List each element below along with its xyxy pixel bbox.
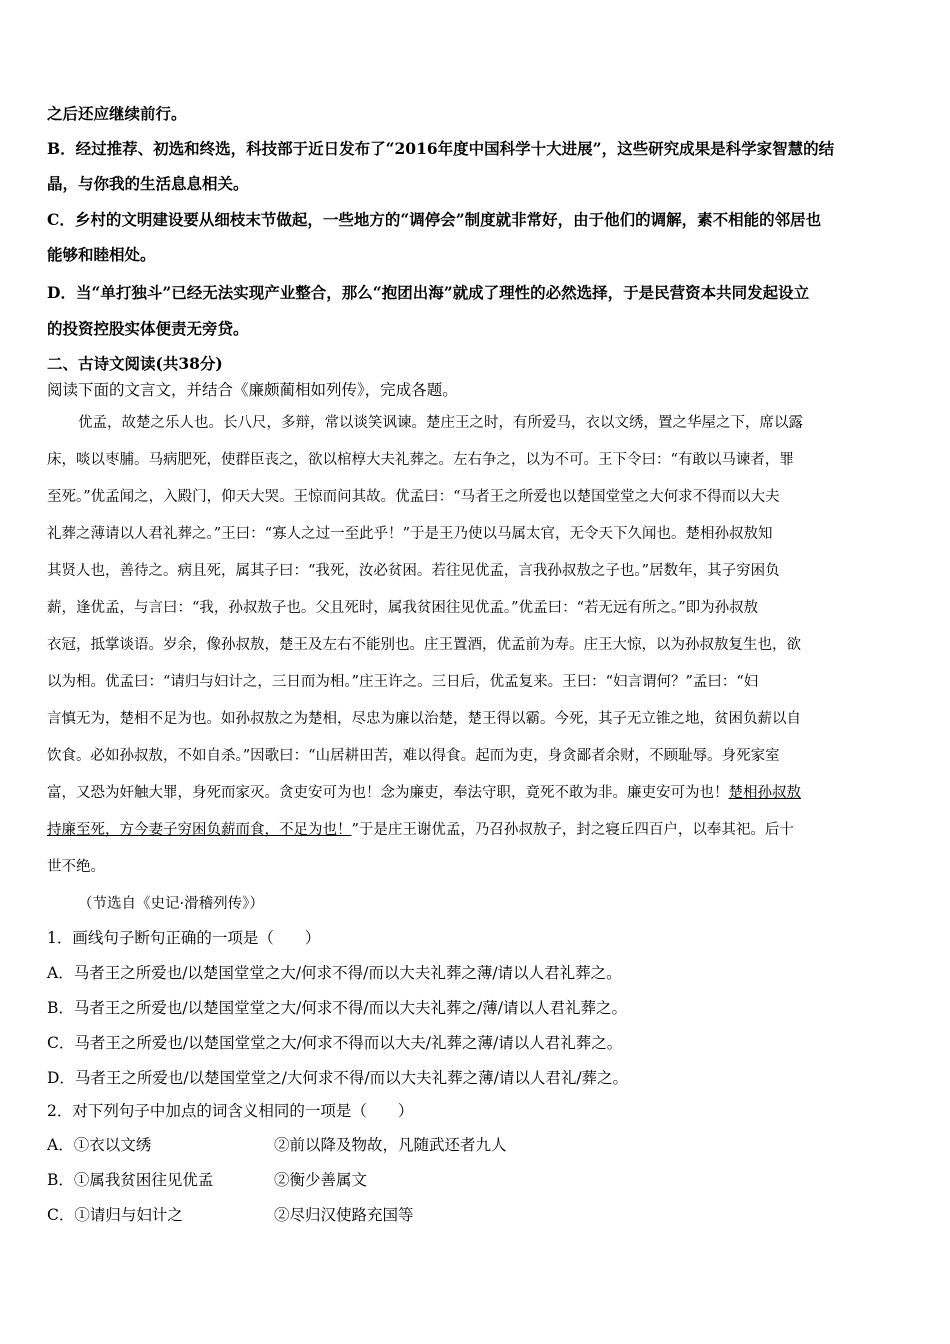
question-2-option-b-pair: ②衡少善属文	[274, 1171, 368, 1189]
option-c-line2: 能够和睦相处。	[47, 245, 156, 264]
passage-text: 富，又恐为奸触大罪，身死而家灭。贪吏安可为也！念为廉吏，奉法守职，竟死不敢为非。廉吏安可为也！	[47, 785, 729, 801]
question-2-option-c-pair: ②尽归汉使路充国等	[274, 1206, 414, 1224]
passage-line: 衣冠，抵掌谈语。岁余，像孙叔敖，楚王及左右不能别也。庄王置酒，优孟前为寿。庄王大惊，以为孙叔敖复生也，欲	[47, 637, 801, 653]
option-d-line2: 的投资控股实体便责无旁贷。	[47, 319, 249, 338]
question-1-stem: 1．画线句子断句正确的一项是（ ）	[47, 929, 321, 947]
underlined-sentence-end: 持廉至死，方今妻子穷困负薪而食，不足为也！	[47, 822, 352, 838]
passage-line: 其贤人也，善待之。病且死，属其子曰：“我死，汝必贫困。若往见优孟，言我孙叔敖之子也。”居数年，其子穷困负	[47, 563, 780, 579]
passage-line: 薪，逢优孟，与言曰：“我，孙叔敖子也。父且死时，属我贫困往见优孟。”优孟曰：“若无远有所之。”即为孙叔敖	[47, 600, 759, 616]
passage-line: 世不绝。	[47, 859, 105, 875]
passage-line: 言慎无为，楚相不足为也。如孙叔敖之为楚相，尽忠为廉以治楚，楚王得以霸。今死，其子无立锥之地，贫困负薪以自	[47, 711, 801, 727]
passage-text: ”于是庄王谢优孟，乃召孙叔敖子，封之寝丘四百户，以奉其祀。后十	[351, 822, 794, 838]
passage-line	[47, 781, 801, 802]
question-1-option-a: A．马者王之所爱也/以楚国堂堂之大/何求不得/而以大夫礼葬之薄/请以人君礼葬之。	[47, 964, 622, 982]
question-2-option-a: A．①衣以文绣	[47, 1136, 152, 1154]
question-1-option-b: B．马者王之所爱也/以楚国堂堂之大/何求不得/而以大夫礼葬之/薄/请以人君礼葬之。	[47, 999, 628, 1017]
question-1-option-d: D．马者王之所爱也/以楚国堂堂之/大何求不得/而以大夫礼葬之薄/请以人君礼/葬之。	[47, 1069, 629, 1087]
option-d-line1: D．当“单打独斗”已经无法实现产业整合，那么“抱团出海”就成了理性的必然选择，于是民营资本共同发起设立	[47, 283, 810, 302]
question-1-option-c: C．马者王之所爱也/以楚国堂堂之大/何求不得而以大夫/礼葬之薄/请以人君礼葬之。	[47, 1034, 623, 1052]
question-2-option-c: C．①请归与妇计之	[47, 1206, 183, 1224]
passage-line: 优孟，故楚之乐人也。长八尺，多辩，常以谈笑讽谏。楚庄王之时，有所爱马，衣以文绣，置之华屋之下，席以露	[78, 415, 803, 431]
source-note: （节选自《史记·滑稽列传》）	[78, 896, 264, 912]
instruction: 阅读下面的文言文，并结合《廉颇蔺相如列传》，完成各题。	[47, 381, 458, 399]
passage-line: 饮食。必如孙叔敖，不如自杀。”因歌曰：“山居耕田苦，难以得食。起而为吏，身贪鄙者余财，不顾耻辱。身死家室	[47, 748, 780, 764]
option-b-line2: 晶，与你我的生活息息相关。	[47, 174, 249, 193]
question-2-option-a-pair: ②前以降及物故，凡随武还者九人	[274, 1136, 507, 1154]
question-2-stem: 2．对下列句子中加点的词含义相同的一项是（ ）	[47, 1102, 414, 1120]
option-b-line1: B．经过推荐、初选和终选，科技部于近日发布了“2016年度中国科学十大进展”，这些研究成果是科学家智慧的结	[47, 139, 835, 158]
question-2-option-b: B．①属我贫困往见优孟	[47, 1171, 214, 1189]
passage-line: 礼葬之薄请以人君礼葬之。”王曰：“寡人之过一至此乎！”于是王乃使以马属太官，无令天下久闻也。楚相孙叔敖知	[47, 526, 773, 542]
passage-line	[47, 818, 794, 839]
passage-line: 至死。”优孟闻之，入殿门，仰天大哭。王惊而问其故。优孟曰：“马者王之所爱也以楚国堂堂之大何求不得而以大夫	[47, 489, 780, 505]
option-a-tail: 之后还应继续前行。	[47, 104, 187, 123]
option-c-line1: C．乡村的文明建设要从细枝末节做起，一些地方的“调停会”制度就非常好，由于他们的调解，素不相能的邻居也	[47, 210, 822, 229]
passage-line: 床，啖以枣脯。马病肥死，使群臣丧之，欲以棺椁大夫礼葬之。左右争之，以为不可。王下令曰：“有敢以马谏者，罪	[47, 452, 794, 468]
passage-line: 以为相。优孟曰：“请归与妇计之，三日而为相。”庄王许之。三日后，优孟复来。王曰：“妇言谓何？”孟曰：“妇	[47, 674, 759, 690]
underlined-sentence-start: 楚相孙叔敖	[728, 785, 801, 801]
section-title: 二、古诗文阅读(共38分)	[47, 354, 223, 373]
